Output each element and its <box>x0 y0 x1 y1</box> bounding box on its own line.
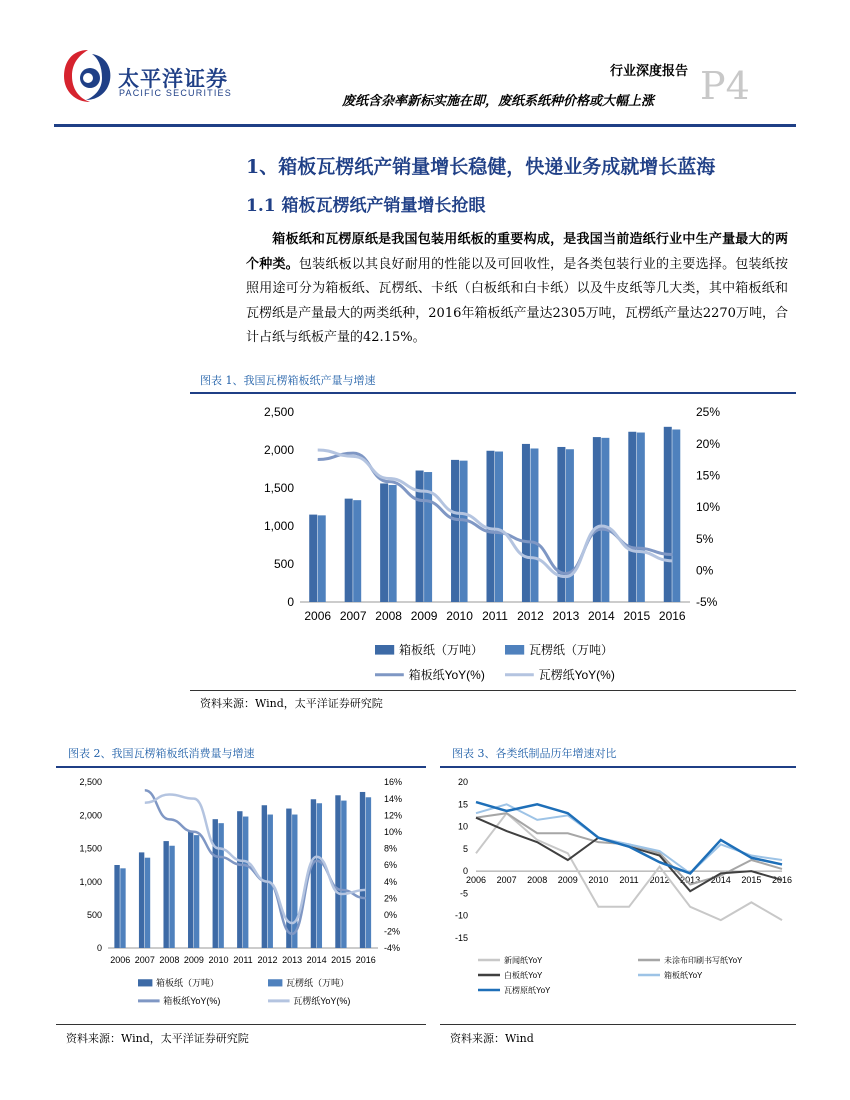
legend-label: 箱板纸YoY(%) <box>163 996 221 1006</box>
x-tick-label: 2010 <box>208 955 229 965</box>
x-tick-label: 2011 <box>482 609 508 623</box>
x-tick-label: 2013 <box>680 875 701 886</box>
x-tick-label: 2015 <box>331 955 352 965</box>
y-right-tick-label: -2% <box>384 926 401 937</box>
x-tick-label: 2012 <box>517 609 544 623</box>
x-tick-label: 2006 <box>465 875 487 886</box>
bar-waleng <box>341 801 346 948</box>
figure-3-top-rule <box>440 766 796 768</box>
y-right-tick-label: 2% <box>384 893 398 904</box>
legend-label: 箱板纸YoY <box>664 971 703 980</box>
bar-xiangban <box>114 865 119 948</box>
section-heading: 1、箱板瓦楞纸产销量增长稳健，快递业务成就增长蓝海 <box>246 156 716 178</box>
x-tick-label: 2007 <box>496 875 517 886</box>
y-right-tick-label: 20% <box>696 436 721 451</box>
y-right-tick-label: 8% <box>384 843 398 854</box>
figure-2-caption: 图表 2、我国瓦楞箱板纸消费量与增速 <box>68 747 255 760</box>
y-left-tick-label: 1,000 <box>79 876 102 887</box>
figure-3-chart <box>440 770 796 1020</box>
y-right-tick-label: 15% <box>696 468 721 483</box>
y-tick-label: 20 <box>457 777 468 787</box>
y-left-tick-label: 1,500 <box>79 843 102 854</box>
bar-xiangban <box>309 515 317 602</box>
y-right-tick-label: 4% <box>384 876 398 887</box>
legend-label: 未涂布印刷书写纸YoY <box>664 956 743 965</box>
figure-3-source: 资料来源：Wind <box>450 1032 534 1045</box>
y-tick-label: -10 <box>454 910 468 921</box>
y-right-tick-label: 10% <box>696 500 721 515</box>
bar-xiangban <box>188 831 193 948</box>
x-tick-label: 2016 <box>355 955 376 965</box>
figure-1-top-rule <box>190 392 796 394</box>
bar-waleng <box>495 452 503 602</box>
brand-name-cn: 太平洋证券 <box>118 67 228 91</box>
y-left-tick-label: 500 <box>273 557 294 572</box>
bar-waleng <box>194 835 199 948</box>
figure-3-bottom-rule <box>440 1024 796 1025</box>
bar-waleng <box>389 485 397 602</box>
legend-label: 箱板纸YoY(%) <box>408 668 485 682</box>
line-series-4 <box>476 804 782 873</box>
bar-xiangban <box>345 499 353 602</box>
x-tick-label: 2014 <box>306 955 327 965</box>
figure-2-chart <box>56 770 426 1020</box>
legend-swatch <box>375 645 394 655</box>
bar-waleng <box>120 868 125 948</box>
bar-waleng <box>460 461 468 602</box>
x-tick-label: 2010 <box>588 875 609 886</box>
figure-1-bottom-rule <box>190 690 796 691</box>
bar-waleng <box>530 448 538 602</box>
bar-xiangban <box>522 444 530 602</box>
y-left-tick-label: 1,000 <box>263 519 294 534</box>
x-tick-label: 2014 <box>588 609 615 623</box>
subsection-heading: 1.1 箱板瓦楞纸产销量增长抢眼 <box>246 196 486 216</box>
x-tick-label: 2009 <box>410 609 438 623</box>
pacific-securities-logo-icon <box>62 48 114 104</box>
body-paragraph <box>246 228 788 351</box>
brand-name-en: PACIFIC SECURITIES <box>119 88 232 98</box>
bar-xiangban <box>213 819 218 948</box>
legend-label: 瓦楞纸YoY(%) <box>293 996 351 1006</box>
bar-waleng <box>353 500 361 602</box>
figure-1-caption: 图表 1、我国瓦楞箱板纸产量与增速 <box>200 374 376 387</box>
line-waleng-yoy <box>145 794 366 923</box>
y-tick-label: 5 <box>462 843 468 854</box>
bar-xiangban <box>557 447 565 602</box>
y-right-tick-label: -5% <box>696 595 718 610</box>
y-right-tick-label: 0% <box>696 563 714 578</box>
x-tick-label: 2008 <box>527 875 548 886</box>
x-tick-label: 2013 <box>552 609 580 623</box>
bar-waleng <box>243 817 248 948</box>
y-left-tick-label: 2,500 <box>263 405 294 420</box>
legend-label: 箱板纸（万吨） <box>399 643 484 657</box>
figure-2-source: 资料来源：Wind，太平洋证券研究院 <box>66 1032 249 1045</box>
bar-waleng <box>318 515 326 602</box>
y-tick-label: -15 <box>454 933 468 943</box>
bar-xiangban <box>593 437 601 602</box>
x-tick-label: 2006 <box>110 955 131 965</box>
x-tick-label: 2012 <box>257 955 278 965</box>
bar-xiangban <box>486 451 494 602</box>
bar-xiangban <box>139 852 144 948</box>
legend-label: 箱板纸（万吨） <box>156 978 220 988</box>
bar-xiangban <box>286 809 291 948</box>
legend-label: 白板纸YoY <box>504 971 543 980</box>
bar-xiangban <box>380 483 388 602</box>
bar-waleng <box>169 846 174 948</box>
header-divider <box>54 124 796 127</box>
bar-xiangban <box>262 805 267 948</box>
y-tick-label: 15 <box>457 799 468 810</box>
bar-xiangban <box>628 432 636 602</box>
y-right-tick-label: 6% <box>384 860 398 871</box>
x-tick-label: 2013 <box>282 955 303 965</box>
legend-label: 瓦楞纸（万吨） <box>286 978 350 988</box>
y-tick-label: 10 <box>457 821 468 832</box>
y-right-tick-label: -4% <box>384 943 401 954</box>
line-xiangban-yoy <box>145 790 366 934</box>
bar-waleng <box>218 823 223 948</box>
x-tick-label: 2011 <box>619 875 639 886</box>
x-tick-label: 2010 <box>446 609 473 623</box>
x-tick-label: 2009 <box>183 955 204 965</box>
x-tick-label: 2016 <box>658 609 686 623</box>
bar-xiangban <box>664 427 672 602</box>
y-right-tick-label: 16% <box>384 777 403 788</box>
legend-swatch <box>505 645 524 655</box>
legend-label: 瓦楞纸YoY(%) <box>538 668 615 682</box>
figure-2-bottom-rule <box>56 1024 426 1025</box>
x-tick-label: 2007 <box>339 609 367 623</box>
x-tick-label: 2009 <box>557 875 578 886</box>
bar-xiangban <box>360 792 365 948</box>
y-left-tick-label: 1,500 <box>263 481 294 496</box>
figure-1-source: 资料来源：Wind，太平洋证券研究院 <box>200 697 383 710</box>
y-right-tick-label: 10% <box>384 826 403 837</box>
y-left-tick-label: 2,000 <box>263 443 294 458</box>
report-type: 行业深度报告 <box>610 64 689 79</box>
x-tick-label: 2008 <box>159 955 180 965</box>
x-tick-label: 2008 <box>375 609 402 623</box>
bar-waleng <box>672 429 680 602</box>
figure-2-top-rule <box>56 766 426 768</box>
bar-waleng <box>145 858 150 948</box>
y-tick-label: -5 <box>459 888 468 899</box>
x-tick-label: 2007 <box>134 955 155 965</box>
bar-waleng <box>317 803 322 948</box>
bar-waleng <box>637 433 645 602</box>
report-subtitle: 废纸含杂率新标实施在即，废纸系纸种价格或大幅上涨 <box>342 94 655 109</box>
bar-xiangban <box>335 795 340 948</box>
bar-waleng <box>566 449 574 602</box>
legend-label: 瓦楞原纸YoY <box>504 986 551 995</box>
bar-xiangban <box>311 799 316 948</box>
bar-waleng <box>601 438 609 602</box>
legend-swatch <box>268 979 282 986</box>
legend-label: 新闻纸YoY <box>504 956 543 965</box>
figure-1-chart <box>190 396 796 688</box>
y-left-tick-label: 2,500 <box>79 777 102 788</box>
legend-swatch <box>138 979 152 986</box>
x-tick-label: 2011 <box>233 955 253 965</box>
y-left-tick-label: 500 <box>86 909 102 920</box>
y-left-tick-label: 0 <box>96 943 102 954</box>
bar-xiangban <box>451 460 459 602</box>
y-left-tick-label: 2,000 <box>79 810 102 821</box>
legend-label: 瓦楞纸（万吨） <box>529 643 614 657</box>
y-left-tick-label: 0 <box>287 595 294 610</box>
y-right-tick-label: 5% <box>696 531 714 546</box>
y-right-tick-label: 25% <box>696 405 721 420</box>
paragraph-lead-bold: 箱板纸和瓦楞原纸是我国包装用纸板的重要构成，是我国当前造纸行业中生产量最大的两个种类。 <box>246 232 788 272</box>
bar-xiangban <box>237 811 242 948</box>
x-tick-label: 2015 <box>623 609 651 623</box>
y-tick-label: 0 <box>462 866 468 877</box>
x-tick-label: 2006 <box>304 609 332 623</box>
x-tick-label: 2015 <box>741 875 762 886</box>
page-number: P4 <box>700 64 750 108</box>
x-tick-label: 2012 <box>649 875 670 886</box>
x-tick-label: 2014 <box>710 875 731 886</box>
bar-waleng <box>366 797 371 948</box>
paragraph-body: 包装纸板以其良好耐用的性能以及可回收性，是各类包装行业的主要选择。包装纸按照用途可分为箱板纸、瓦楞纸、卡纸（白板纸和白卡纸）以及牛皮纸等几大类，其中箱板纸和瓦楞纸是产量最大的两类纸种，2016年箱板纸产量达2305万吨，瓦楞纸产量达2270万吨，合计占纸与纸板产量的42.15%。 <box>246 256 788 345</box>
bar-xiangban <box>163 841 168 948</box>
x-tick-label: 2016 <box>771 875 793 886</box>
y-right-tick-label: 12% <box>384 810 403 821</box>
figure-3-caption: 图表 3、各类纸制品历年增速对比 <box>452 747 617 760</box>
y-right-tick-label: 0% <box>384 909 398 920</box>
y-right-tick-label: 14% <box>384 793 403 804</box>
